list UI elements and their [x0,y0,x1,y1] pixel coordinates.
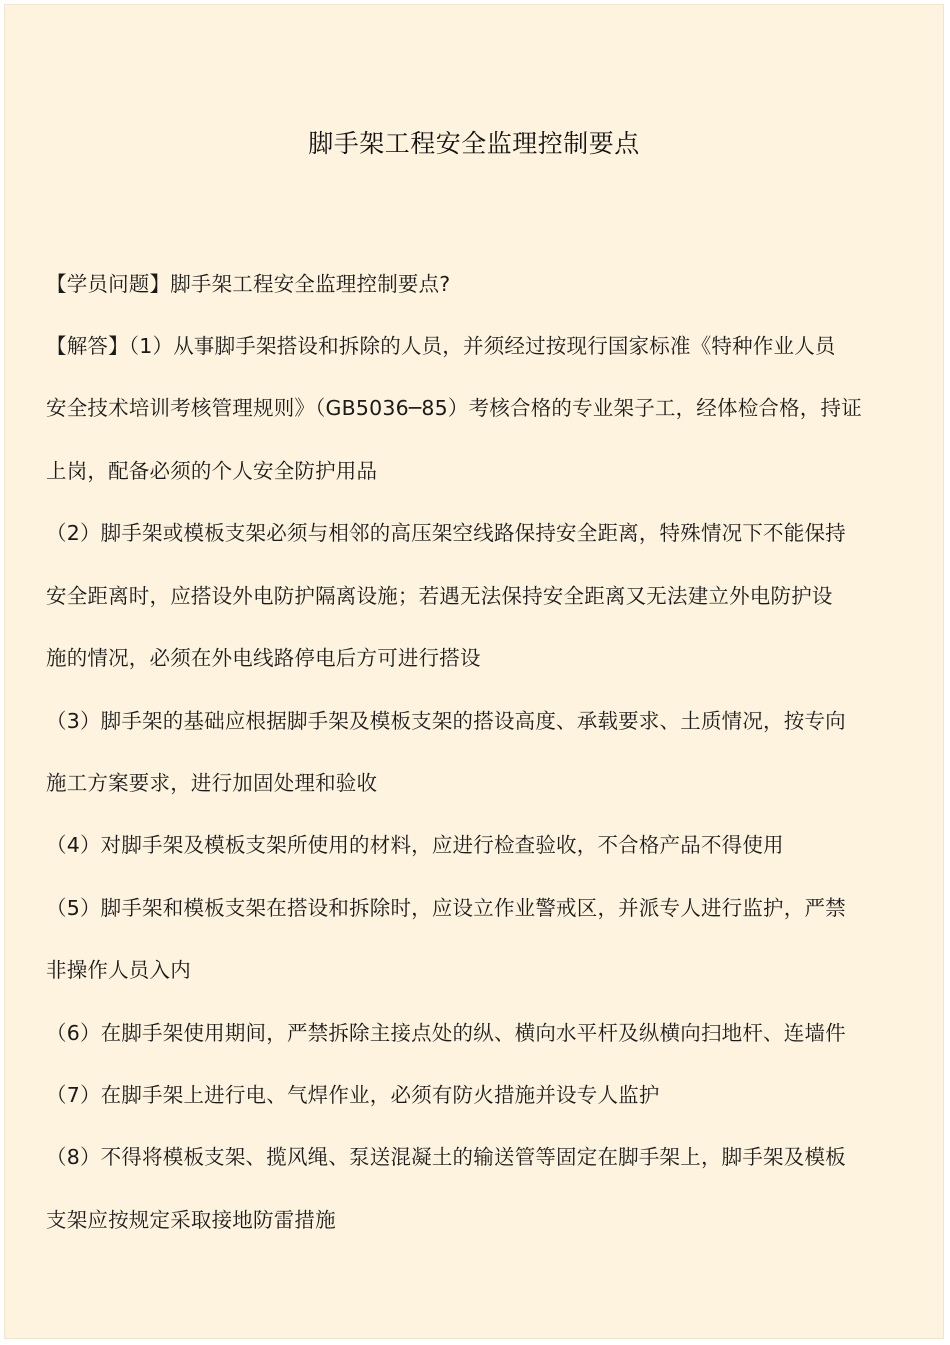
answer-line: 安全距离时，应搭设外电防护隔离设施；若遇无法保持安全距离又无法建立外电防护设 [46,584,833,608]
answer-line: （7）在脚手架上进行电、气焊作业，必须有防火措施并设专人监护 [46,1083,660,1107]
answer-line: 施的情况，必须在外电线路停电后方可进行搭设 [46,646,481,670]
answer-line: 上岗，配备必须的个人安全防护用品 [46,459,378,483]
answer-line: （3）脚手架的基础应根据脚手架及模板支架的搭设高度、承载要求、土质情况，按专向 [46,709,846,733]
answer-line: 【解答】（1）从事脚手架搭设和拆除的人员，并须经过按现行国家标准《特种作业人员 [46,334,836,358]
answer-line: （5）脚手架和模板支架在搭设和拆除时，应设立作业警戒区，并派专人进行监护，严禁 [46,896,846,920]
answer-line: （4）对脚手架及模板支架所使用的材料，应进行检查验收，不合格产品不得使用 [46,833,784,857]
question-line: 【学员问题】脚手架工程安全监理控制要点? [46,272,451,296]
document-title: 脚手架工程安全监理控制要点 [308,129,640,158]
answer-line: （6）在脚手架使用期间，严禁拆除主接点处的纵、横向水平杆及纵横向扫地杆、连墙件 [46,1021,846,1045]
answer-line: 支架应按规定采取接地防雷措施 [46,1208,336,1232]
document-page [4,4,944,1339]
answer-line: （2）脚手架或模板支架必须与相邻的高压架空线路保持安全距离，特殊情况下不能保持 [46,521,846,545]
answer-line: 非操作人员入内 [46,958,191,982]
answer-line: 安全技术培训考核管理规则》（GB5036─85）考核合格的专业架子工，经体检合格，持证 [46,396,862,420]
answer-line: 施工方案要求，进行加固处理和验收 [46,771,378,795]
answer-line: （8）不得将模板支架、揽风绳、泵送混凝土的输送管等固定在脚手架上，脚手架及模板 [46,1145,846,1169]
